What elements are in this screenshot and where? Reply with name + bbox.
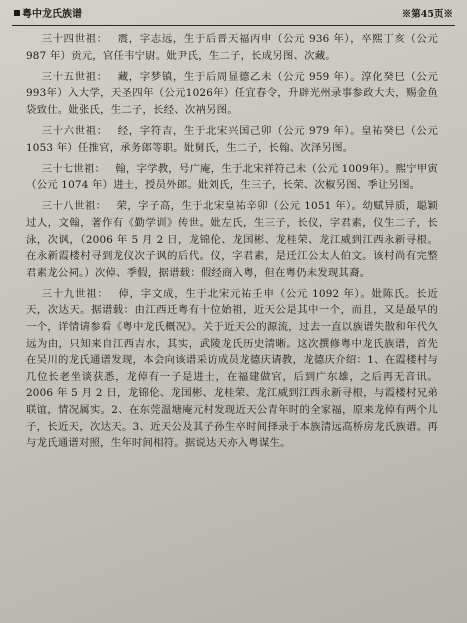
generation-37-entry [26,161,438,194]
page-number: ※第45页※ [401,9,453,20]
generation-text: 荣，字子高，生于北宋皇祐辛卯（公元 1051 年）。幼赋异质，聪颖过人，文翰，著作有《勤学训》传世。妣左氏，生三子，长仪，字君素，仪生二子，长泳，次讽，（2006 年 5 月 2 日，龙锦伦、龙国彬、龙桂荣、龙江威到江西永新寻根。在永新霞楼村寻到龙仪次子讽的后代。仪，字君素，是迁江公太人伯文。该村尚有完整君素龙公祠。）次倬、季假，据谱载：假经商入粤，但在粤仍未发现其裔。 [26,200,438,279]
book-title-text: 粤中龙氏族谱 [22,9,82,20]
generation-text: 翰，字学教，号广庵，生于北宋祥符己未（公元 1009年）。熙宁甲寅（公元 1074 年）进士，授员外郎。妣刘氏，生三子，长荣、次椒另图、季让另图。 [26,162,438,192]
generation-text: 倬，字文成，生于北宋元祐壬申（公元 1092 年）。妣陈氏。长近天，次达天。据谱载：由江西迁粤有十位始祖，近天公是其中一个，而且，又是最早的一个，详情请参看《粤中龙氏概况》。关于近天公的源流，过去一直以族谱失散和年代久远为由，只知来自江西吉水，其实，武陵龙氏历史清晰。这次撰修粤中龙氏族谱，首先在吴川的龙氏通谱发现，本会向该谱采访成员龙德庆请教，龙德庆介绍：1、在霞楼村与几位长老坐谈获悉，龙倬有一子是进士，在福建做官，后到广东雄，之后再无音讯。2006 年 5 月 2 日，龙锦伦、龙国彬、龙桂荣、龙江威到江西永新寻根，与霞楼村兄弟联谊，情况属实。2、在东莞温塘庵元村发现近天公青年时的全家福，原来龙倬有两个儿子，长近天，次达天。3、近天公及其子孙生卒时间择录于本族清远高桥房龙氏族谱。再与龙氏通谱对照，生年时间相符。据说达天亦入粤谋生。 [26,287,439,450]
generation-label: 三十八世祖： [41,200,107,213]
book-title [14,6,82,24]
square-bullet-icon [14,10,20,16]
generation-39-entry [26,286,438,452]
generation-label: 三十九世祖： [41,287,109,300]
generation-34-entry [26,31,438,64]
generation-label: 三十四世祖： [41,33,108,45]
generation-label: 三十六世祖： [41,124,108,137]
generation-35-entry [26,69,438,119]
generation-label: 三十七世祖： [41,162,106,175]
generation-text: 震，字志远，生于后晋天福丙申（公元 936 年），卒熙丁亥（公元 987 年）贡元，官任韦宁尉。妣尹氏，生二子，长成另图、次藏。 [26,33,438,62]
header-rule [12,25,455,26]
genealogy-body [26,31,438,456]
generation-label: 三十五世祖： [41,70,108,83]
generation-38-entry [26,198,438,281]
page-number-text: 第45页 [411,9,444,20]
page-header [12,6,455,24]
generation-text: 藏，字梦镇，生于后周显德乙未（公元 959 年）。淳化癸巳（公元993年）入大学，天圣四年（公元1026年）任宜春令，升辟光州录事参政大夫，赐金鱼袋致仕。妣张氏，生二子，长经、次衲另图。 [26,70,438,116]
generation-36-entry [26,123,438,156]
generation-text: 经，字符吉，生于北宋兴国己卯（公元 979 年）。皇祐癸巳（公元 1053 年）任推官，承务郎等职。妣舅氏，生二子，长翰、次泽另图。 [26,124,438,154]
